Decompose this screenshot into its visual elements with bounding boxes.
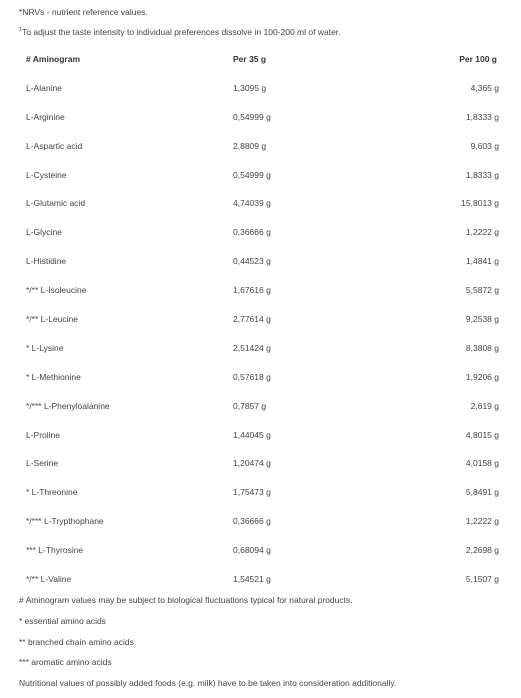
amino-acid-name: L-Arginine	[26, 111, 65, 122]
footnote-aminogram: # Aminogram values may be subject to biological fluctuations typical for natural products.	[19, 595, 353, 605]
table-row	[19, 419, 499, 448]
amount-per-35g: 2,77614 g	[233, 314, 271, 325]
amount-per-100g: 4,0158 g	[465, 458, 499, 469]
footnote-marker: 1	[19, 27, 23, 33]
amount-per-100g: 1,4841 g	[465, 256, 499, 267]
table-row	[19, 563, 499, 592]
amount-per-35g: 0,36666 g	[233, 227, 271, 238]
amino-acid-name: L-Cysteine	[26, 169, 67, 180]
amount-per-35g: 1,54521 g	[233, 574, 271, 585]
amino-acid-name: * L-Threonine	[26, 487, 78, 498]
table-row	[19, 245, 499, 274]
amount-per-100g: 8,3808 g	[465, 342, 499, 353]
amino-acid-name: L-Proline	[26, 429, 61, 440]
amino-acid-name: */** L-Valine	[26, 574, 72, 585]
table-row	[19, 447, 499, 476]
amino-acid-name: L-Glycine	[26, 227, 62, 238]
nrv-note: *NRVs - nutrient reference values.	[19, 7, 148, 17]
amino-acid-name: * L-Methionine	[26, 371, 81, 382]
footnote-branched: ** branched chain amino acids	[19, 637, 134, 647]
amount-per-100g: 9,2538 g	[465, 314, 499, 325]
amount-per-100g: 1,2222 g	[465, 516, 499, 527]
amount-per-35g: 4,74039 g	[233, 198, 271, 209]
table-row	[19, 390, 499, 419]
amount-per-35g: 0,54999 g	[233, 111, 271, 122]
table-row	[19, 216, 499, 245]
amount-per-35g: 1,67616 g	[233, 285, 271, 296]
amount-per-100g: 9,603 g	[470, 140, 499, 151]
amount-per-100g: 4,365 g	[470, 82, 499, 93]
amino-acid-name: */** L-Leucine	[26, 314, 78, 325]
amount-per-100g: 15,8013 g	[461, 198, 499, 209]
amount-per-35g: 0,36666 g	[233, 516, 271, 527]
table-row	[19, 361, 499, 390]
footnote-additional: Nutritional values of possibly added foods (e.g. milk) have to be taken into consideration additionally.	[19, 678, 397, 688]
amount-per-100g: 1,9206 g	[465, 371, 499, 382]
header-aminogram: # Aminogram	[26, 54, 81, 64]
table-row	[19, 505, 499, 534]
amino-acid-name: L-Alanine	[26, 82, 62, 93]
amino-acid-name: L-Glutamic acid	[26, 198, 86, 209]
amino-acid-name: *** L-Thyrosine	[26, 545, 84, 556]
footnote-aromatic: *** aromatic amino acids	[19, 657, 112, 667]
amount-per-100g: 2,619 g	[470, 400, 499, 411]
amount-per-35g: 0,54999 g	[233, 169, 271, 180]
table-header-row	[19, 43, 499, 72]
footnote-essential: * essential amino acids	[19, 616, 106, 626]
header-per-35g: Per 35 g	[233, 54, 267, 64]
taste-note-text: To adjust the taste intensity to individual preferences dissolve in 100-200 ml of water.	[22, 27, 341, 37]
amount-per-35g: 1,44045 g	[233, 429, 271, 440]
table-row	[19, 534, 499, 563]
amount-per-35g: 0,68094 g	[233, 545, 271, 556]
table-row	[19, 274, 499, 303]
amount-per-100g: 1,8333 g	[465, 169, 499, 180]
table-row	[19, 101, 499, 130]
amount-per-100g: 5,8491 g	[465, 487, 499, 498]
amount-per-100g: 5,5872 g	[465, 285, 499, 296]
table-row	[19, 130, 499, 159]
amount-per-35g: 2,8809 g	[233, 140, 267, 151]
amino-acid-name: */*** L-Trypthophane	[26, 516, 104, 527]
taste-note	[19, 27, 341, 37]
header-per-100g: Per 100 g	[459, 54, 497, 64]
table-row	[19, 72, 499, 101]
amino-acid-name: L-Aspartic acid	[26, 140, 83, 151]
table-row	[19, 187, 499, 216]
table-row	[19, 476, 499, 505]
amount-per-35g: 0,57618 g	[233, 371, 271, 382]
amino-acid-name: * L-Lysine	[26, 342, 64, 353]
amino-acid-name: L-Serine	[26, 458, 59, 469]
amount-per-35g: 0,44523 g	[233, 256, 271, 267]
table-row	[19, 159, 499, 188]
aminogram-table	[19, 43, 499, 592]
amount-per-35g: 1,3095 g	[233, 82, 267, 93]
amount-per-100g: 2,2698 g	[465, 545, 499, 556]
amino-acid-name: */** L-Isoleucine	[26, 285, 87, 296]
amount-per-100g: 1,2222 g	[465, 227, 499, 238]
amount-per-100g: 5,1507 g	[465, 574, 499, 585]
table-row	[19, 332, 499, 361]
amount-per-35g: 1,20474 g	[233, 458, 271, 469]
amino-acid-name: L-Histidine	[26, 256, 67, 267]
amount-per-100g: 4,8015 g	[465, 429, 499, 440]
table-row	[19, 303, 499, 332]
amino-acid-name: */*** L-Phenyloalanine	[26, 400, 110, 411]
amount-per-35g: 0,7857 g	[233, 400, 267, 411]
amount-per-35g: 2,51424 g	[233, 342, 271, 353]
amount-per-35g: 1,75473 g	[233, 487, 271, 498]
amount-per-100g: 1,8333 g	[465, 111, 499, 122]
